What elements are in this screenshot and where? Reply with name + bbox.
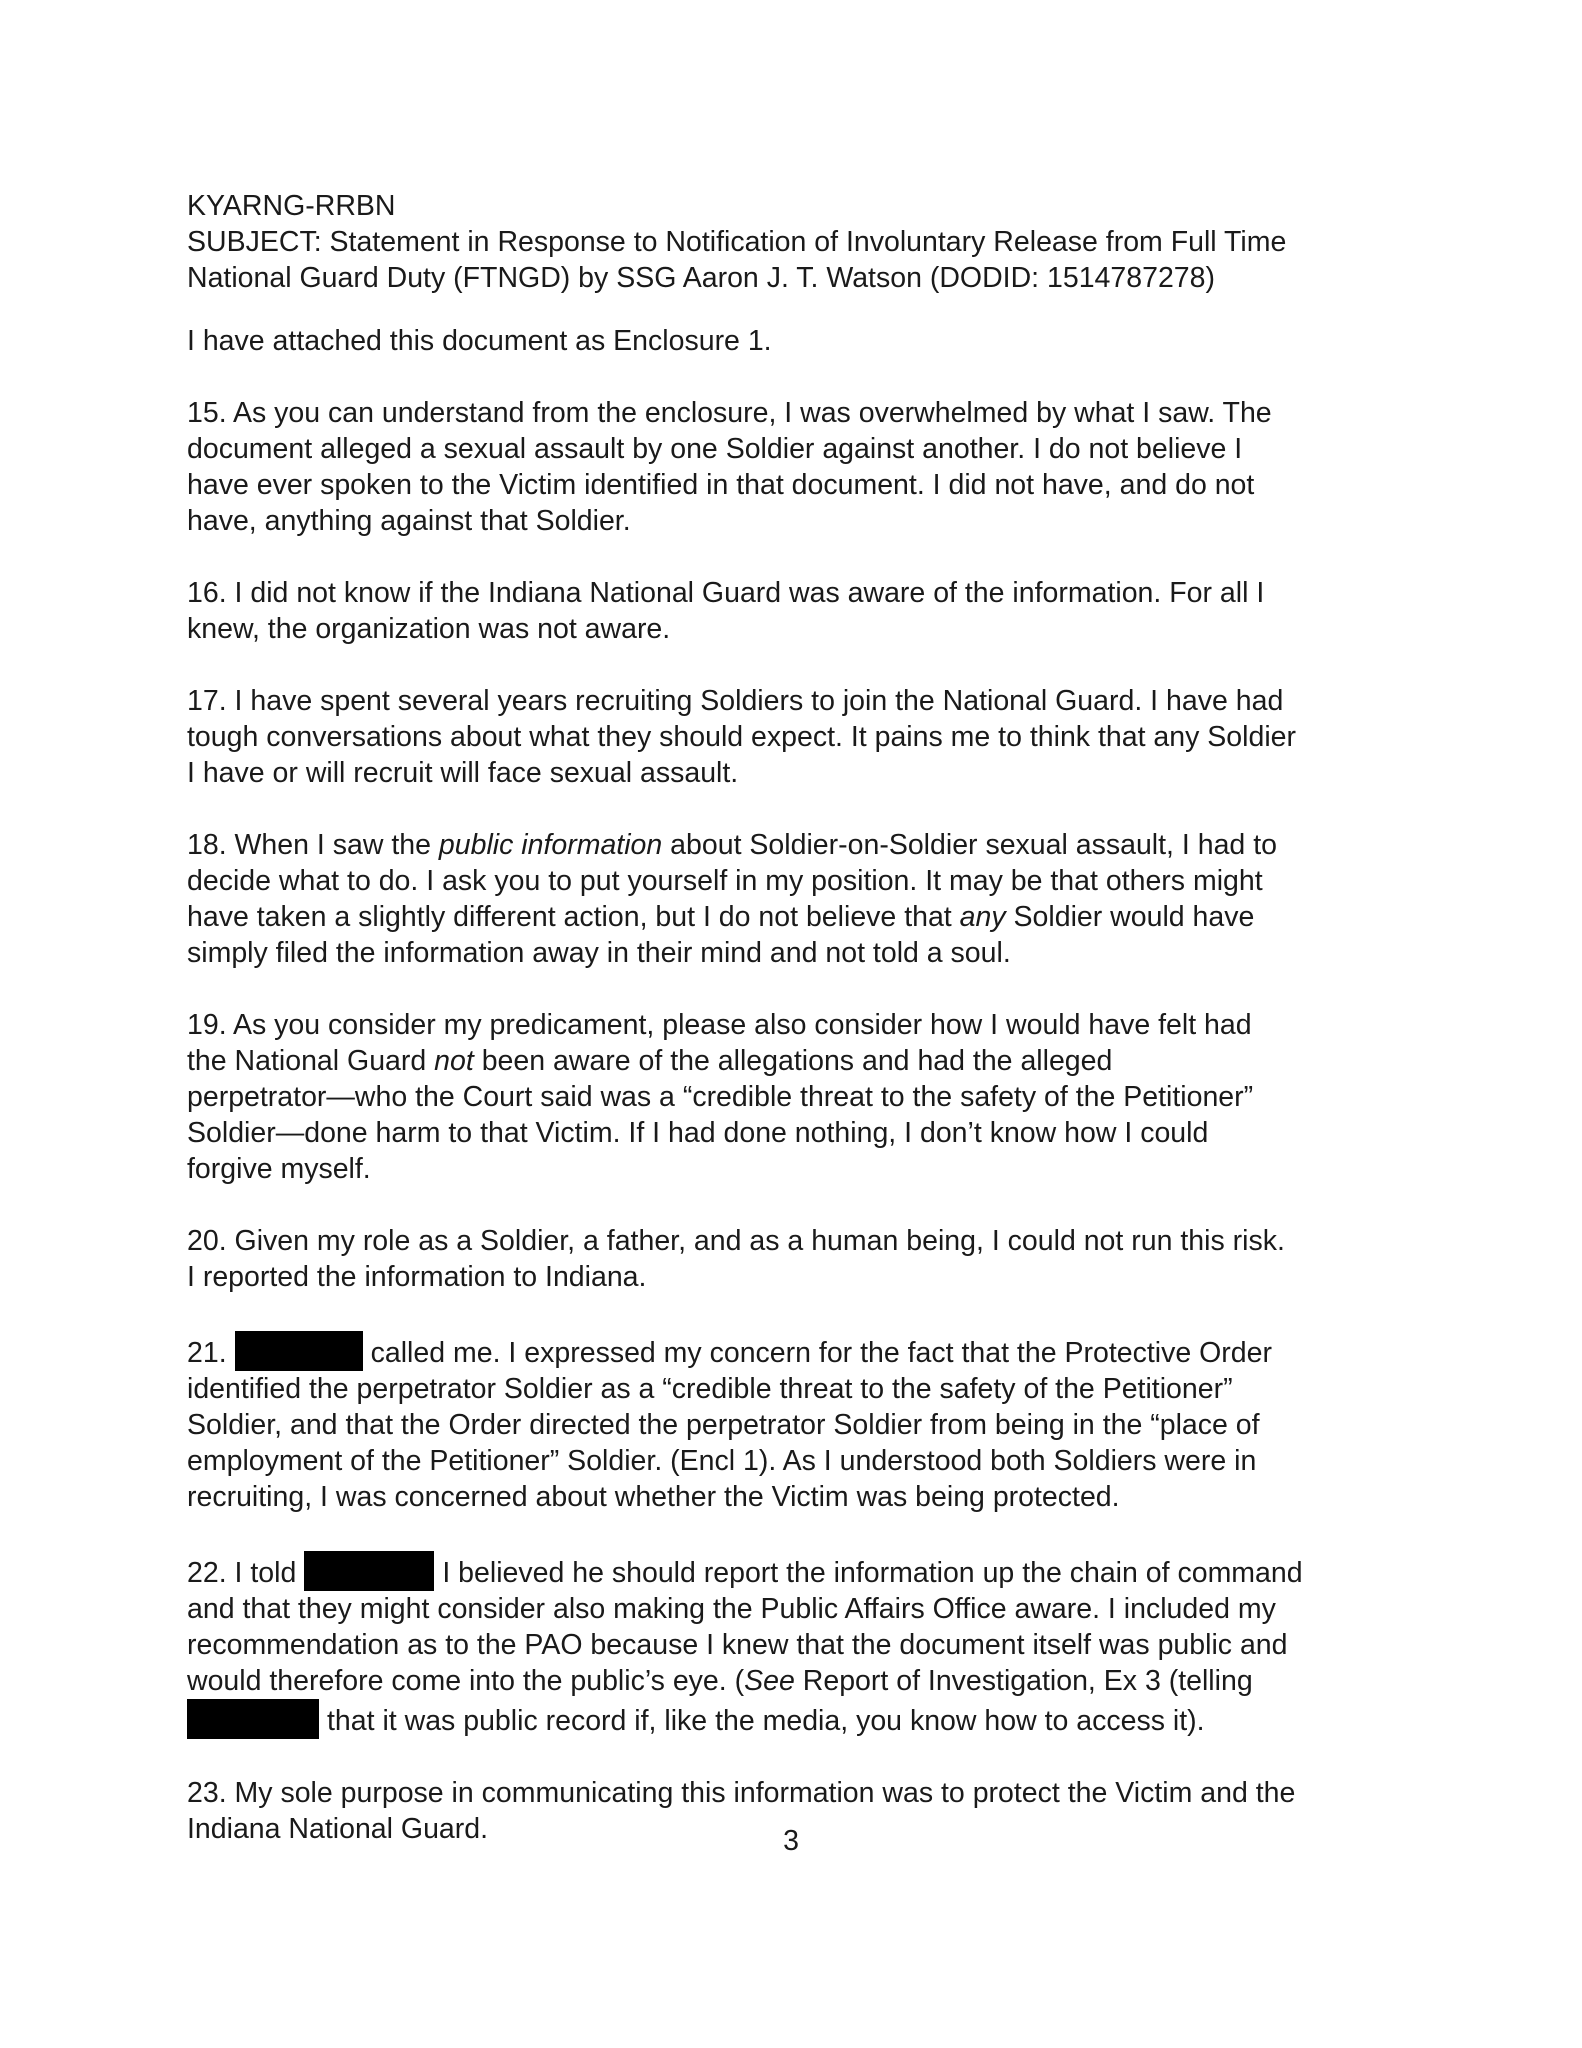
text-run: called me. I expressed my concern for the fact that the Protective Order xyxy=(370,1337,1272,1369)
paragraph-line: have, anything against that Soldier. xyxy=(187,505,631,537)
paragraph-line: decide what to do. I ask you to put yourself in my position. It may be that others might xyxy=(187,865,1263,897)
paragraph-line: I reported the information to Indiana. xyxy=(187,1261,647,1293)
paragraph-line xyxy=(187,1331,1417,1371)
text-run: I believed he should report the information up the chain of command xyxy=(442,1557,1303,1589)
redaction-box xyxy=(304,1551,434,1591)
paragraph-line: and that they might consider also making the Public Affairs Office aware. I included my xyxy=(187,1593,1276,1625)
paragraph-line: Soldier, and that the Order directed the perpetrator Soldier from being in the “place of xyxy=(187,1409,1260,1441)
page-number: 3 xyxy=(783,1825,799,1857)
paragraph-line xyxy=(187,1551,1417,1591)
text-run: Soldier would have xyxy=(1005,901,1255,933)
paragraph-line: Soldier—done harm to that Victim. If I had done nothing, I don’t know how I could xyxy=(187,1117,1209,1149)
memo-header xyxy=(187,188,1417,296)
text-run: 22. I told xyxy=(187,1557,297,1589)
paragraph-line xyxy=(187,827,1417,863)
paragraph-line: 15. As you can understand from the enclosure, I was overwhelmed by what I saw. The xyxy=(187,397,1272,429)
paragraph-line xyxy=(187,1699,1417,1739)
paragraph-line xyxy=(187,1663,1417,1699)
text-run: about Soldier-on-Soldier sexual assault, I had to xyxy=(662,829,1277,861)
paragraph-line: forgive myself. xyxy=(187,1153,371,1185)
paragraph-line: 17. I have spent several years recruiting Soldiers to join the National Guard. I have had xyxy=(187,685,1284,717)
paragraph-16 xyxy=(187,575,1417,647)
text-run: that it was public record if, like the media, you know how to access it). xyxy=(327,1705,1205,1737)
italic-emphasis: not xyxy=(434,1045,474,1077)
italic-emphasis: public information xyxy=(438,829,663,861)
paragraph-17 xyxy=(187,683,1417,791)
paragraph-line: employment of the Petitioner” Soldier. (Encl 1). As I understood both Soldiers were in xyxy=(187,1445,1257,1477)
paragraph-line: recommendation as to the PAO because I knew that the document itself was public and xyxy=(187,1629,1288,1661)
paragraph-line xyxy=(187,1043,1417,1079)
redaction-box xyxy=(235,1331,363,1371)
document-body xyxy=(187,188,1417,1883)
paragraph-line: tough conversations about what they should expect. It pains me to think that any Soldier xyxy=(187,721,1297,753)
text-run: the National Guard xyxy=(187,1045,435,1077)
italic-emphasis: See xyxy=(744,1665,795,1697)
paragraph-line: document alleged a sexual assault by one Soldier against another. I do not believe I xyxy=(187,433,1243,465)
subject-line: SUBJECT: Statement in Response to Notification of Involuntary Release from Full Time xyxy=(187,226,1287,258)
paragraph-20 xyxy=(187,1223,1417,1295)
paragraph-15 xyxy=(187,395,1417,539)
paragraph-line: I have or will recruit will face sexual assault. xyxy=(187,757,739,789)
office-symbol: KYARNG-RRBN xyxy=(187,190,396,222)
paragraph-line: 20. Given my role as a Soldier, a father, and as a human being, I could not run this risk. xyxy=(187,1225,1285,1257)
paragraph-line: simply filed the information away in their mind and not told a soul. xyxy=(187,937,1011,969)
text-run: 21. xyxy=(187,1337,227,1369)
paragraph-line: have ever spoken to the Victim identified in that document. I did not have, and do not xyxy=(187,469,1255,501)
paragraph-22 xyxy=(187,1551,1417,1739)
paragraph-18 xyxy=(187,827,1417,971)
paragraph-line: recruiting, I was concerned about whether the Victim was being protected. xyxy=(187,1481,1120,1513)
italic-emphasis: any xyxy=(959,901,1006,933)
paragraph-line: identified the perpetrator Soldier as a “credible threat to the safety of the Petitioner” xyxy=(187,1373,1233,1405)
text-run: been aware of the allegations and had the alleged xyxy=(473,1045,1113,1077)
paragraph-line xyxy=(187,899,1417,935)
paragraph-line: 16. I did not know if the Indiana National Guard was aware of the information. For all I xyxy=(187,577,1265,609)
text-run: would therefore come into the public’s eye. ( xyxy=(187,1665,745,1697)
paragraph-line: 19. As you consider my predicament, please also consider how I would have felt had xyxy=(187,1009,1252,1041)
text-run: 18. When I saw the xyxy=(187,829,439,861)
paragraph-line: Indiana National Guard. xyxy=(187,1813,489,1845)
paragraph-intro xyxy=(187,323,1417,359)
paragraph-line: I have attached this document as Enclosure 1. xyxy=(187,325,772,357)
paragraph-19 xyxy=(187,1007,1417,1187)
text-run: have taken a slightly different action, but I do not believe that xyxy=(187,901,960,933)
paragraph-line: knew, the organization was not aware. xyxy=(187,613,671,645)
paragraph-line: perpetrator—who the Court said was a “credible threat to the safety of the Petitioner” xyxy=(187,1081,1254,1113)
text-run: Report of Investigation, Ex 3 (telling xyxy=(794,1665,1253,1697)
paragraph-21 xyxy=(187,1331,1417,1515)
paragraph-line: 23. My sole purpose in communicating this information was to protect the Victim and the xyxy=(187,1777,1296,1809)
subject-line-continued: National Guard Duty (FTNGD) by SSG Aaron J. T. Watson (DODID: 1514787278) xyxy=(187,262,1215,294)
redaction-box xyxy=(187,1699,319,1739)
